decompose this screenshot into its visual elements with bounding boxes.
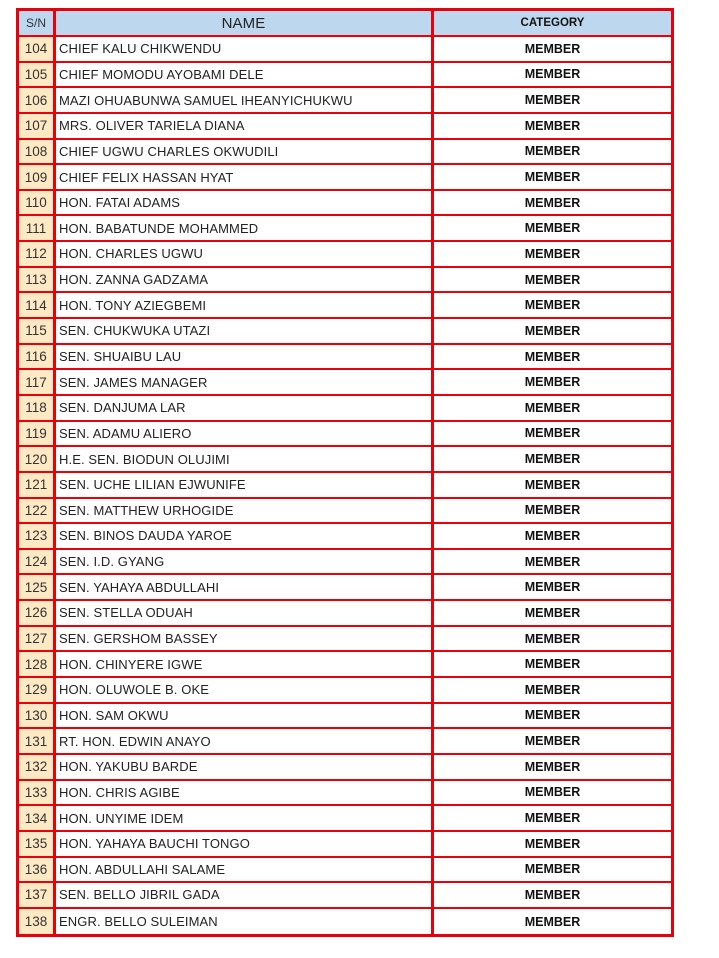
name-cell: HON. FATAI ADAMS (56, 191, 434, 215)
name-cell: CHIEF FELIX HASSAN HYAT (56, 165, 434, 189)
table-row (19, 550, 671, 576)
table-row (19, 447, 671, 473)
table-row (19, 242, 671, 268)
sn-cell: 105 (19, 63, 56, 87)
table-row (19, 165, 671, 191)
name-cell: MAZI OHUABUNWA SAMUEL IHEANYICHUKWU (56, 88, 434, 112)
table-row (19, 806, 671, 832)
sn-cell: 110 (19, 191, 56, 215)
category-cell: MEMBER (434, 242, 671, 266)
sn-cell: 106 (19, 88, 56, 112)
category-cell: MEMBER (434, 216, 671, 240)
table-row (19, 524, 671, 550)
sn-cell: 114 (19, 293, 56, 317)
header-name: NAME (56, 11, 434, 35)
name-cell: SEN. MATTHEW URHOGIDE (56, 499, 434, 523)
sn-cell: 118 (19, 396, 56, 420)
table-row (19, 652, 671, 678)
name-cell: HON. SAM OKWU (56, 704, 434, 728)
name-cell: SEN. SHUAIBU LAU (56, 345, 434, 369)
sn-cell: 121 (19, 473, 56, 497)
sn-cell: 113 (19, 268, 56, 292)
sn-cell: 126 (19, 601, 56, 625)
table-header (19, 11, 671, 37)
table-row (19, 319, 671, 345)
sn-cell: 109 (19, 165, 56, 189)
sn-cell: 122 (19, 499, 56, 523)
sn-cell: 131 (19, 729, 56, 753)
name-cell: SEN. BINOS DAUDA YAROE (56, 524, 434, 548)
name-cell: HON. YAKUBU BARDE (56, 755, 434, 779)
name-cell: HON. CHARLES UGWU (56, 242, 434, 266)
table-row (19, 114, 671, 140)
sn-cell: 115 (19, 319, 56, 343)
members-table (16, 8, 674, 937)
sn-cell: 112 (19, 242, 56, 266)
category-cell: MEMBER (434, 37, 671, 61)
table-row (19, 268, 671, 294)
category-cell: MEMBER (434, 191, 671, 215)
category-cell: MEMBER (434, 755, 671, 779)
table-row (19, 909, 671, 935)
table-row (19, 345, 671, 371)
table-row (19, 729, 671, 755)
header-sn: S/N (19, 11, 56, 35)
sn-cell: 137 (19, 883, 56, 907)
name-cell: SEN. BELLO JIBRIL GADA (56, 883, 434, 907)
table-row (19, 88, 671, 114)
name-cell: SEN. YAHAYA ABDULLAHI (56, 575, 434, 599)
category-cell: MEMBER (434, 396, 671, 420)
sn-cell: 125 (19, 575, 56, 599)
sn-cell: 116 (19, 345, 56, 369)
table-row (19, 422, 671, 448)
category-cell: MEMBER (434, 473, 671, 497)
sn-cell: 107 (19, 114, 56, 138)
name-cell: SEN. CHUKWUKA UTAZI (56, 319, 434, 343)
category-cell: MEMBER (434, 858, 671, 882)
sn-cell: 134 (19, 806, 56, 830)
table-row (19, 63, 671, 89)
name-cell: HON. OLUWOLE B. OKE (56, 678, 434, 702)
category-cell: MEMBER (434, 883, 671, 907)
category-cell: MEMBER (434, 422, 671, 446)
category-cell: MEMBER (434, 370, 671, 394)
sn-cell: 129 (19, 678, 56, 702)
sn-cell: 108 (19, 140, 56, 164)
category-cell: MEMBER (434, 114, 671, 138)
sn-cell: 135 (19, 832, 56, 856)
table-row (19, 832, 671, 858)
name-cell: SEN. GERSHOM BASSEY (56, 627, 434, 651)
table-row (19, 575, 671, 601)
sn-cell: 133 (19, 781, 56, 805)
category-cell: MEMBER (434, 729, 671, 753)
category-cell: MEMBER (434, 550, 671, 574)
category-cell: MEMBER (434, 678, 671, 702)
table-body (19, 37, 671, 934)
name-cell: H.E. SEN. BIODUN OLUJIMI (56, 447, 434, 471)
category-cell: MEMBER (434, 601, 671, 625)
name-cell: RT. HON. EDWIN ANAYO (56, 729, 434, 753)
category-cell: MEMBER (434, 524, 671, 548)
name-cell: MRS. OLIVER TARIELA DIANA (56, 114, 434, 138)
name-cell: HON. BABATUNDE MOHAMMED (56, 216, 434, 240)
table-row (19, 499, 671, 525)
name-cell: HON. CHRIS AGIBE (56, 781, 434, 805)
table-row (19, 704, 671, 730)
table-row (19, 883, 671, 909)
category-cell: MEMBER (434, 319, 671, 343)
category-cell: MEMBER (434, 88, 671, 112)
table-row (19, 140, 671, 166)
category-cell: MEMBER (434, 832, 671, 856)
category-cell: MEMBER (434, 627, 671, 651)
table-row (19, 370, 671, 396)
sn-cell: 117 (19, 370, 56, 394)
table-row (19, 396, 671, 422)
name-cell: CHIEF KALU CHIKWENDU (56, 37, 434, 61)
sn-cell: 127 (19, 627, 56, 651)
name-cell: HON. ZANNA GADZAMA (56, 268, 434, 292)
sn-cell: 111 (19, 216, 56, 240)
name-cell: SEN. DANJUMA LAR (56, 396, 434, 420)
category-cell: MEMBER (434, 268, 671, 292)
header-category: CATEGORY (434, 11, 671, 35)
name-cell: SEN. UCHE LILIAN EJWUNIFE (56, 473, 434, 497)
sn-cell: 104 (19, 37, 56, 61)
table-row (19, 781, 671, 807)
sn-cell: 132 (19, 755, 56, 779)
category-cell: MEMBER (434, 806, 671, 830)
table-row (19, 293, 671, 319)
table-row (19, 37, 671, 63)
table-row (19, 755, 671, 781)
name-cell: CHIEF MOMODU AYOBAMI DELE (56, 63, 434, 87)
table-row (19, 627, 671, 653)
name-cell: HON. UNYIME IDEM (56, 806, 434, 830)
sn-cell: 130 (19, 704, 56, 728)
name-cell: SEN. ADAMU ALIERO (56, 422, 434, 446)
category-cell: MEMBER (434, 652, 671, 676)
category-cell: MEMBER (434, 499, 671, 523)
sn-cell: 123 (19, 524, 56, 548)
name-cell: SEN. STELLA ODUAH (56, 601, 434, 625)
name-cell: SEN. JAMES MANAGER (56, 370, 434, 394)
category-cell: MEMBER (434, 165, 671, 189)
name-cell: SEN. I.D. GYANG (56, 550, 434, 574)
category-cell: MEMBER (434, 781, 671, 805)
name-cell: ENGR. BELLO SULEIMAN (56, 909, 434, 935)
category-cell: MEMBER (434, 447, 671, 471)
table-row (19, 601, 671, 627)
category-cell: MEMBER (434, 293, 671, 317)
sn-cell: 119 (19, 422, 56, 446)
name-cell: HON. ABDULLAHI SALAME (56, 858, 434, 882)
table-row (19, 216, 671, 242)
sn-cell: 128 (19, 652, 56, 676)
table-row (19, 678, 671, 704)
table-row (19, 191, 671, 217)
table-row (19, 473, 671, 499)
table-row (19, 858, 671, 884)
sn-cell: 120 (19, 447, 56, 471)
sn-cell: 138 (19, 909, 56, 935)
name-cell: HON. YAHAYA BAUCHI TONGO (56, 832, 434, 856)
category-cell: MEMBER (434, 909, 671, 935)
sn-cell: 136 (19, 858, 56, 882)
category-cell: MEMBER (434, 63, 671, 87)
category-cell: MEMBER (434, 575, 671, 599)
category-cell: MEMBER (434, 140, 671, 164)
name-cell: HON. TONY AZIEGBEMI (56, 293, 434, 317)
name-cell: HON. CHINYERE IGWE (56, 652, 434, 676)
category-cell: MEMBER (434, 345, 671, 369)
category-cell: MEMBER (434, 704, 671, 728)
name-cell: CHIEF UGWU CHARLES OKWUDILI (56, 140, 434, 164)
sn-cell: 124 (19, 550, 56, 574)
